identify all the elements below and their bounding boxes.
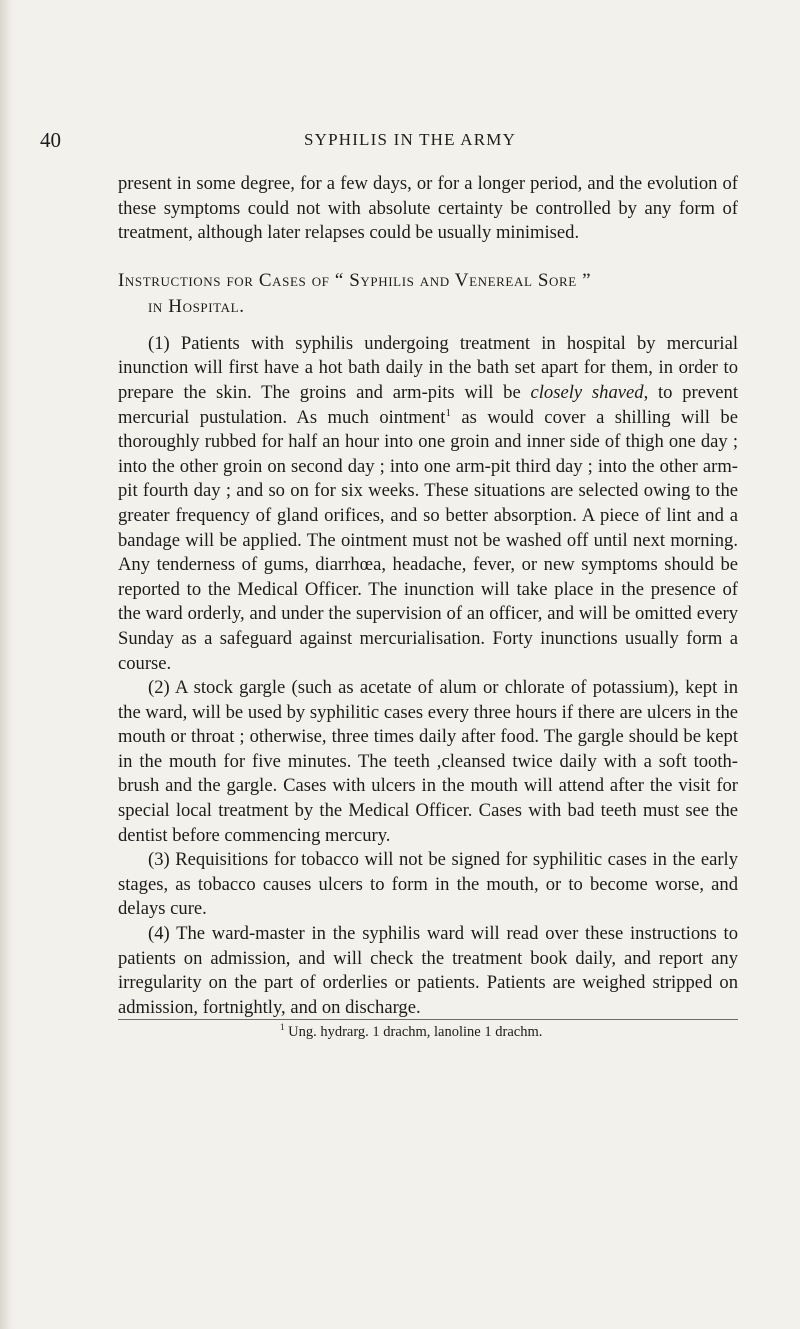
- instruction-1-text-a: (1) Patients with syphilis undergoing treatment in hospital by mercurial inunction will first have a hot bath daily in the bath set apart for them, in order to prepare the skin. The groins and arm-pits will be: [118, 332, 738, 403]
- opening-paragraph: present in some degree, for a few days, or for a longer period, and the evolution of these symptoms could not with absolute certainty be controlled by any form of treatment, although later relapses could be usually minimised.: [118, 173, 738, 244]
- footnote-divider: [118, 1019, 738, 1020]
- section-heading: [118, 268, 738, 320]
- instruction-1: [118, 332, 738, 676]
- running-head: SYPHILIS IN THE ARMY: [303, 130, 517, 149]
- section-heading-line-1: Instructions for Cases of “ Syphilis and Venereal Sore ”: [118, 269, 592, 291]
- instruction-3: (3) Requisitions for tobacco will not be signed for syphilitic cases in the early stages, as tobacco causes ulcers to form in the mouth, or to become worse, and delays cure.: [118, 849, 738, 920]
- footnote: [280, 1024, 542, 1041]
- body-text: [118, 172, 738, 1020]
- instruction-1-emphasis: closely shaved: [530, 381, 644, 403]
- instruction-4: (4) The ward-master in the syphilis ward will read over these instructions to patients on admission, and will check the treatment book daily, and report any irregularity on the part of orderlies or patients. Patients are weighed stripped on admission, fortnightly, and on discharge.: [118, 923, 738, 1018]
- page-number: 40: [40, 128, 61, 152]
- instruction-1-text-c: as would cover a shilling will be thoroughly rubbed for half an hour into one groin and inner side of thigh one day ; into the other groin on second day ; into one arm-pit third day ; into the other arm-pit fourth day ; and so on for six weeks. These situations are selected owing to the greater frequency of gland orifices, and so better absorption. A piece of lint and a bandage will be applied. The ointment must not be washed off until next morning. Any tenderness of gums, diarrhœa, headache, fever, or new symptoms should be reported to the Medical Officer. The inunction will take place in the presence of the ward orderly, and under the supervision of an officer, and will be omitted every Sunday as a safeguard against mercurialisation. Forty inunctions usually form a course.: [118, 406, 738, 674]
- footnote-reference: 1: [445, 406, 451, 419]
- instruction-2: (2) A stock gargle (such as acetate of alum or chlorate of potassium), kept in the ward, will be used by syphilitic cases every three hours if there are ulcers in the mouth or throat ; otherwise, three times daily after food. The gargle should be kept in the mouth for five minutes. The teeth ,cleansed twice daily with a soft tooth-brush and the gargle. Cases with ulcers in the mouth will attend after the visit for special local treatment by the Medical Officer. Cases with bad teeth must see the dentist before commencing mercury.: [118, 677, 738, 846]
- footnote-mark: 1: [280, 1022, 285, 1033]
- page-binding-edge: [0, 0, 16, 1329]
- section-heading-line-2: in Hospital.: [148, 295, 245, 317]
- footnote-text: Ung. hydrarg. 1 drachm, lanoline 1 drachm.: [284, 1024, 543, 1040]
- instruction-1-text-b: , to prevent mercurial pustulation. As much ointment: [118, 381, 738, 428]
- page-header: [40, 128, 740, 154]
